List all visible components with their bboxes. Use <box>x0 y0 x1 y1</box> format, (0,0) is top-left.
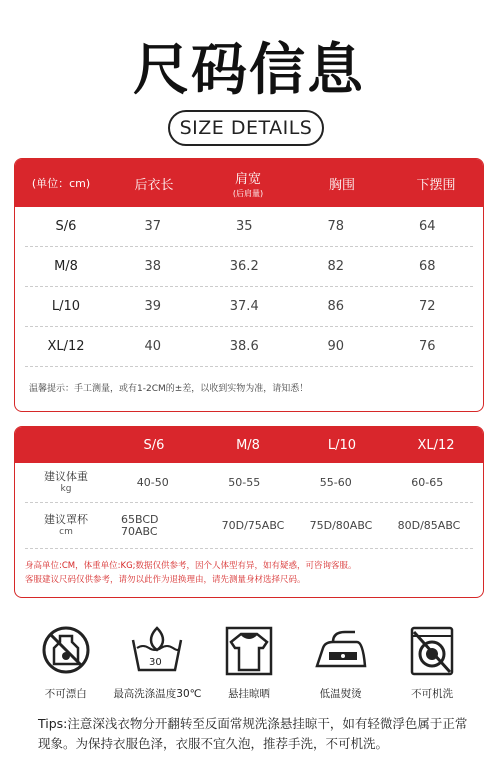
care-item <box>387 622 477 701</box>
col-header: 下摆围 <box>416 177 456 193</box>
care-label: 不可机洗 <box>411 688 454 700</box>
value-cell: 65BCD 70ABC <box>121 512 159 538</box>
col-header: 胸围 <box>328 177 355 193</box>
value-cell: 36.2 <box>229 259 259 274</box>
table-row <box>25 463 473 503</box>
value-cell: 37.4 <box>229 299 259 314</box>
care-label: 悬挂晾晒 <box>227 688 270 700</box>
table-row <box>25 327 473 367</box>
care-label: 低温熨烫 <box>319 688 362 700</box>
table-row <box>25 503 473 549</box>
care-item <box>21 622 111 701</box>
unit-label: (单位：cm) <box>31 177 91 190</box>
value-cell: 72 <box>418 299 436 314</box>
table-row <box>25 247 473 287</box>
table-row <box>25 287 473 327</box>
no-machine-wash-icon <box>402 622 462 678</box>
size-table <box>14 158 484 412</box>
value-cell: 76 <box>418 339 436 354</box>
value-cell: 75D/80ABC <box>309 518 373 532</box>
care-item <box>112 622 202 701</box>
care-label: 不可漂白 <box>44 688 87 700</box>
value-cell: 55-60 <box>319 475 352 489</box>
value-cell: 82 <box>327 259 345 274</box>
svg-text:30: 30 <box>149 657 163 668</box>
col-header: M/8 <box>236 437 260 453</box>
col-header: 后衣长 <box>134 177 174 193</box>
value-cell: 80D/85ABC <box>397 518 461 532</box>
recommendation-table <box>14 426 484 598</box>
value-cell: 38.6 <box>229 339 259 354</box>
value-cell: 70D/75ABC <box>221 518 285 532</box>
value-cell: 68 <box>418 259 436 274</box>
no-bleach-icon <box>36 622 96 678</box>
weight-label: 建议体重 kg <box>44 469 88 494</box>
col-header: XL/12 <box>417 437 455 453</box>
care-item <box>204 622 294 701</box>
size-table-header <box>15 159 483 207</box>
size-cell: S/6 <box>55 219 77 234</box>
value-cell: 64 <box>418 219 436 234</box>
cup-label: 建议罩杯 cm <box>44 512 88 537</box>
value-cell: 78 <box>327 219 345 234</box>
care-label: 最高洗涤温度30℃ <box>113 688 202 700</box>
size-note: 温馨提示：手工测量，或有1-2CM的±差，以收到实物为准，请知悉！ <box>29 384 309 394</box>
size-cell: L/10 <box>51 299 81 314</box>
value-cell: 60-65 <box>411 475 444 489</box>
value-cell: 40-50 <box>136 475 169 489</box>
value-cell: 35 <box>235 219 253 234</box>
wash-30-icon <box>127 622 187 678</box>
value-cell: 50-55 <box>228 475 261 489</box>
table-row <box>25 207 473 247</box>
recommendation-note: 身高单位:CM，体重单位:KG;数据仅供参考，因个人体型有异，如有疑惑，可咨询客服。 客服建议尺码仅供参考，请勿以此作为退换理由，请先测量身材选择尺码。 <box>25 561 357 585</box>
value-cell: 38 <box>144 259 162 274</box>
care-item <box>296 622 386 701</box>
hang-dry-icon <box>219 622 279 678</box>
size-cell: M/8 <box>54 259 78 274</box>
value-cell: 37 <box>144 219 162 234</box>
size-cell: XL/12 <box>47 339 85 354</box>
col-header: L/10 <box>327 437 357 453</box>
col-header: 肩宽 (后肩量) <box>232 171 264 198</box>
recommendation-header <box>15 427 483 463</box>
value-cell: 39 <box>144 299 162 314</box>
value-cell: 40 <box>144 339 162 354</box>
low-iron-icon <box>311 622 371 678</box>
care-tips: Tips:注意深浅衣物分开翻转至反面常规洗涤悬挂晾干，如有轻微浮色属于正常现象。为保持衣服色泽，衣服不宜久泡，推荐手洗，不可机洗。 <box>38 716 468 751</box>
value-cell: 90 <box>327 339 345 354</box>
col-header: S/6 <box>143 437 165 453</box>
page-subtitle: SIZE DETAILS <box>168 110 324 146</box>
care-icons <box>0 622 498 701</box>
page-title: 尺码信息 <box>133 38 365 103</box>
value-cell: 86 <box>327 299 345 314</box>
